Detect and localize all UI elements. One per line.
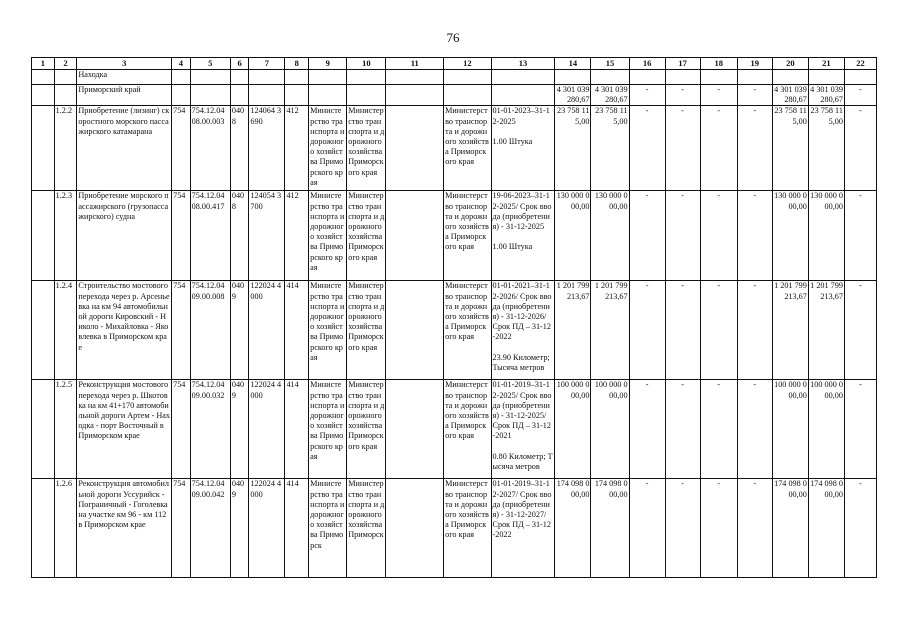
table-cell <box>230 70 249 85</box>
table-cell: 01-01-2023–31-12-2025 1.00 Штука <box>491 106 555 191</box>
table-cell: 754.12.04 08.00.417 <box>190 191 230 281</box>
table-cell <box>190 70 230 85</box>
table-cell: 754.12.04 09.00.008 <box>190 281 230 380</box>
table-cell: 174 098 000,00 <box>591 479 629 578</box>
table-cell: Приобретение морского пассажирского (грузопассажирского) судна <box>77 191 172 281</box>
table-cell: - <box>737 479 772 578</box>
table-cell: 124054 3700 <box>249 191 285 281</box>
table-cell <box>491 70 555 85</box>
table-cell: 0409 <box>230 281 249 380</box>
table-cell: - <box>844 106 876 191</box>
table-cell <box>249 85 285 106</box>
table-cell: - <box>700 191 737 281</box>
column-header: 5 <box>190 58 230 70</box>
table-cell <box>737 70 772 85</box>
table-cell: Министерство транспорта и дорожного хозяйства Приморского края <box>347 191 386 281</box>
table-cell: Министерство транспорта и дорожного хозяйства Приморского края <box>347 106 386 191</box>
table-row <box>32 191 877 281</box>
table-cell: 0408 <box>230 106 249 191</box>
table-cell: 754 <box>172 281 191 380</box>
column-header: 9 <box>309 58 347 70</box>
table-cell <box>386 191 444 281</box>
table-cell: 4 301 039 280,67 <box>591 85 629 106</box>
table-cell: 1 201 799 213,67 <box>591 281 629 380</box>
table-cell: 19-06-2023–31-12-2025/ Срок ввода (приобретения) - 31-12-2025 1.00 Штука <box>491 191 555 281</box>
table-row <box>32 479 877 578</box>
table-cell <box>54 70 77 85</box>
table-cell: Министерство транспорта и дорожного хозяйства Приморского края <box>309 106 347 191</box>
table-cell: 23 758 115,00 <box>591 106 629 191</box>
column-header: 12 <box>444 58 491 70</box>
table-cell: 01-01-2021–31-12-2026/ Срок ввода (приобретения) - 31-12-2026/ Срок ПД – 31-12-2022 23.90 Километр; Тысяча метров <box>491 281 555 380</box>
table-cell <box>347 70 386 85</box>
table-cell: 0408 <box>230 191 249 281</box>
table-cell: - <box>737 85 772 106</box>
table-cell: 754.12.04 08.00.003 <box>190 106 230 191</box>
table-cell <box>629 70 665 85</box>
table-row <box>32 380 877 479</box>
table-cell <box>309 70 347 85</box>
column-header: 3 <box>77 58 172 70</box>
column-header: 19 <box>737 58 772 70</box>
table-cell: Строительство мостового перехода через р. Арсеньевка на км 94 автомобильной дороги Кировский - Николо - Михайловка - Яковлевка в Приморском крае <box>77 281 172 380</box>
table-cell: 130 000 000,00 <box>591 191 629 281</box>
table-cell <box>230 85 249 106</box>
table-cell: - <box>844 85 876 106</box>
table-cell: Реконструкция автомобильной дороги Уссурийск - Пограничный - Гоголевка на участке км 96 - км 112 в Приморском крае <box>77 479 172 578</box>
table-cell: - <box>737 281 772 380</box>
table-cell: 4 301 039 280,67 <box>810 85 843 105</box>
page-number: 76 <box>446 30 460 45</box>
table-cell: Министерство транспорта и дорожного хозяйства Приморского края <box>309 281 347 380</box>
table-cell: 130 000 000,00 <box>555 191 591 281</box>
table-cell <box>444 70 491 85</box>
table-cell: 1.2.2 <box>54 106 77 191</box>
table-cell: - <box>629 106 665 191</box>
table-cell: Министерство транспорта и дорожного хозяйства Приморского края <box>444 281 491 380</box>
table-cell: 23 758 115,00 <box>772 106 808 191</box>
table-cell: 4 301 039 280,67 <box>556 85 590 105</box>
budget-table-sheet <box>31 57 877 580</box>
table-cell: 100 000 000,00 <box>555 380 591 479</box>
table-cell: - <box>665 281 700 380</box>
table-cell: Министерство транспорта и дорожного хозяйства Приморск <box>347 479 386 578</box>
table-cell <box>386 106 444 191</box>
table-cell: - <box>844 380 876 479</box>
table-cell <box>347 85 386 106</box>
table-cell: 1.2.5 <box>54 380 77 479</box>
table-cell: - <box>665 479 700 578</box>
table-cell: - <box>700 106 737 191</box>
table-cell <box>285 70 309 85</box>
table-cell: 1.2.3 <box>54 191 77 281</box>
table-cell: 754.12.04 09.00.042 <box>190 479 230 578</box>
table-cell: 100 000 000,00 <box>591 380 629 479</box>
table-cell: - <box>629 85 665 106</box>
table-cell <box>32 479 55 578</box>
table-cell: Министерство транспорта и дорожного хозяйства Приморск <box>309 479 347 578</box>
table-cell <box>54 85 77 106</box>
table-cell <box>772 70 808 85</box>
table-cell <box>386 380 444 479</box>
table-cell: Приморский край <box>77 85 172 106</box>
table-row <box>32 85 877 106</box>
column-header: 14 <box>555 58 591 70</box>
table-cell: - <box>700 281 737 380</box>
table-cell <box>386 85 444 106</box>
table-cell: 122024 4000 <box>249 281 285 380</box>
table-cell: Министерство транспорта и дорожного хозяйства Приморского края <box>347 281 386 380</box>
table-cell <box>386 70 444 85</box>
table-cell: 23 758 115,00 <box>808 106 844 191</box>
table-cell: - <box>665 191 700 281</box>
table-cell: 1 201 799 213,67 <box>808 281 844 380</box>
column-header: 11 <box>386 58 444 70</box>
table-cell: - <box>629 479 665 578</box>
table-cell <box>844 70 876 85</box>
column-header: 22 <box>844 58 876 70</box>
table-cell: 412 <box>285 191 309 281</box>
table-cell: 100 000 000,00 <box>808 380 844 479</box>
budget-table <box>31 57 877 578</box>
table-cell: - <box>844 191 876 281</box>
table-cell: 01-01-2019–31-12-2025/ Срок ввода (приобретения) - 31-12-2025/ Срок ПД – 31-12-2021 0.80 Километр; Тысяча метров <box>491 380 555 479</box>
table-cell <box>309 85 347 106</box>
table-cell <box>285 85 309 106</box>
table-cell <box>444 85 491 106</box>
table-header-row <box>32 58 877 70</box>
table-cell: - <box>665 106 700 191</box>
table-cell: 23 758 115,00 <box>555 106 591 191</box>
table-cell: 754 <box>172 380 191 479</box>
table-cell <box>249 70 285 85</box>
table-cell: 754 <box>172 106 191 191</box>
table-cell <box>665 70 700 85</box>
column-header: 10 <box>347 58 386 70</box>
table-cell <box>190 85 230 106</box>
column-header: 4 <box>172 58 191 70</box>
table-cell: - <box>737 380 772 479</box>
table-cell <box>32 85 55 106</box>
table-cell: 0409 <box>230 479 249 578</box>
table-cell: 122024 4000 <box>249 380 285 479</box>
table-cell <box>32 191 55 281</box>
table-cell <box>386 281 444 380</box>
table-row <box>32 70 877 85</box>
table-cell: 122024 4000 <box>249 479 285 578</box>
column-header: 18 <box>700 58 737 70</box>
table-row <box>32 281 877 380</box>
table-cell: - <box>665 380 700 479</box>
column-header: 15 <box>591 58 629 70</box>
table-cell: 174 098 000,00 <box>555 479 591 578</box>
table-cell <box>491 85 555 106</box>
table-cell: Находка <box>77 70 172 85</box>
table-cell: - <box>737 106 772 191</box>
table-cell: - <box>737 191 772 281</box>
table-cell <box>700 70 737 85</box>
column-header: 2 <box>54 58 77 70</box>
table-cell: - <box>629 281 665 380</box>
table-row <box>32 106 877 191</box>
table-cell <box>172 70 191 85</box>
column-header: 20 <box>772 58 808 70</box>
table-cell: 174 098 000,00 <box>772 479 808 578</box>
table-cell: Министерство транспорта и дорожного хозяйства Приморского края <box>309 191 347 281</box>
table-cell <box>32 70 55 85</box>
table-cell: 412 <box>285 106 309 191</box>
table-cell: 4 301 039 280,67 <box>774 85 807 105</box>
table-cell: 01-01-2019–31-12-2027/ Срок ввода (приобретения) - 31-12-2027/ Срок ПД – 31-12-2022 <box>491 479 555 578</box>
column-header: 7 <box>249 58 285 70</box>
table-cell: 174 098 000,00 <box>808 479 844 578</box>
column-header: 13 <box>491 58 555 70</box>
table-cell <box>32 380 55 479</box>
table-cell: 1.2.4 <box>54 281 77 380</box>
table-cell: Министерство транспорта и дорожного хозяйства Приморского края <box>444 106 491 191</box>
table-cell: Реконструкция мостового перехода через р. Шкотовка на км 41+170 автомобильной дороги Артем - Находка - порт Восточный в Приморском крае <box>77 380 172 479</box>
column-header: 21 <box>808 58 844 70</box>
column-header: 6 <box>230 58 249 70</box>
table-cell: 754 <box>172 479 191 578</box>
table-cell: 1.2.6 <box>54 479 77 578</box>
table-cell: 1 201 799 213,67 <box>772 281 808 380</box>
table-cell: 754 <box>172 191 191 281</box>
table-cell: - <box>700 380 737 479</box>
table-cell: 414 <box>285 380 309 479</box>
table-cell: Министерство транспорта и дорожного хозяйства Приморского края <box>444 191 491 281</box>
table-cell: 130 000 000,00 <box>808 191 844 281</box>
table-cell: 1 201 799 213,67 <box>555 281 591 380</box>
table-cell <box>172 85 191 106</box>
table-cell: 754.12.04 09.00.032 <box>190 380 230 479</box>
table-cell: Министерство транспорта и дорожного хозяйства Приморского края <box>444 479 491 578</box>
column-header: 17 <box>665 58 700 70</box>
table-cell: - <box>844 281 876 380</box>
table-cell: 124064 3690 <box>249 106 285 191</box>
column-header: 16 <box>629 58 665 70</box>
table-cell: - <box>844 479 876 578</box>
table-cell <box>32 281 55 380</box>
table-cell: - <box>665 85 700 106</box>
table-cell <box>386 479 444 578</box>
table-cell: - <box>700 479 737 578</box>
table-cell: 100 000 000,00 <box>772 380 808 479</box>
column-header: 1 <box>32 58 55 70</box>
table-cell: 0409 <box>230 380 249 479</box>
table-cell: - <box>629 191 665 281</box>
table-cell: 130 000 000,00 <box>772 191 808 281</box>
table-cell <box>32 106 55 191</box>
table-cell: Министерство транспорта и дорожного хозяйства Приморского края <box>309 380 347 479</box>
column-header: 8 <box>285 58 309 70</box>
table-cell <box>591 70 629 85</box>
table-cell: 414 <box>285 281 309 380</box>
table-cell <box>555 70 591 85</box>
table-cell <box>808 70 844 85</box>
table-cell: - <box>629 380 665 479</box>
table-cell: Министерство транспорта и дорожного хозяйства Приморского края <box>444 380 491 479</box>
table-cell: - <box>700 85 737 106</box>
table-cell: 414 <box>285 479 309 578</box>
table-cell: Приобретение (лизинг) скоростного морского пассажирского катамарана <box>77 106 172 191</box>
table-cell: Министерство транспорта и дорожного хозяйства Приморского края <box>347 380 386 479</box>
